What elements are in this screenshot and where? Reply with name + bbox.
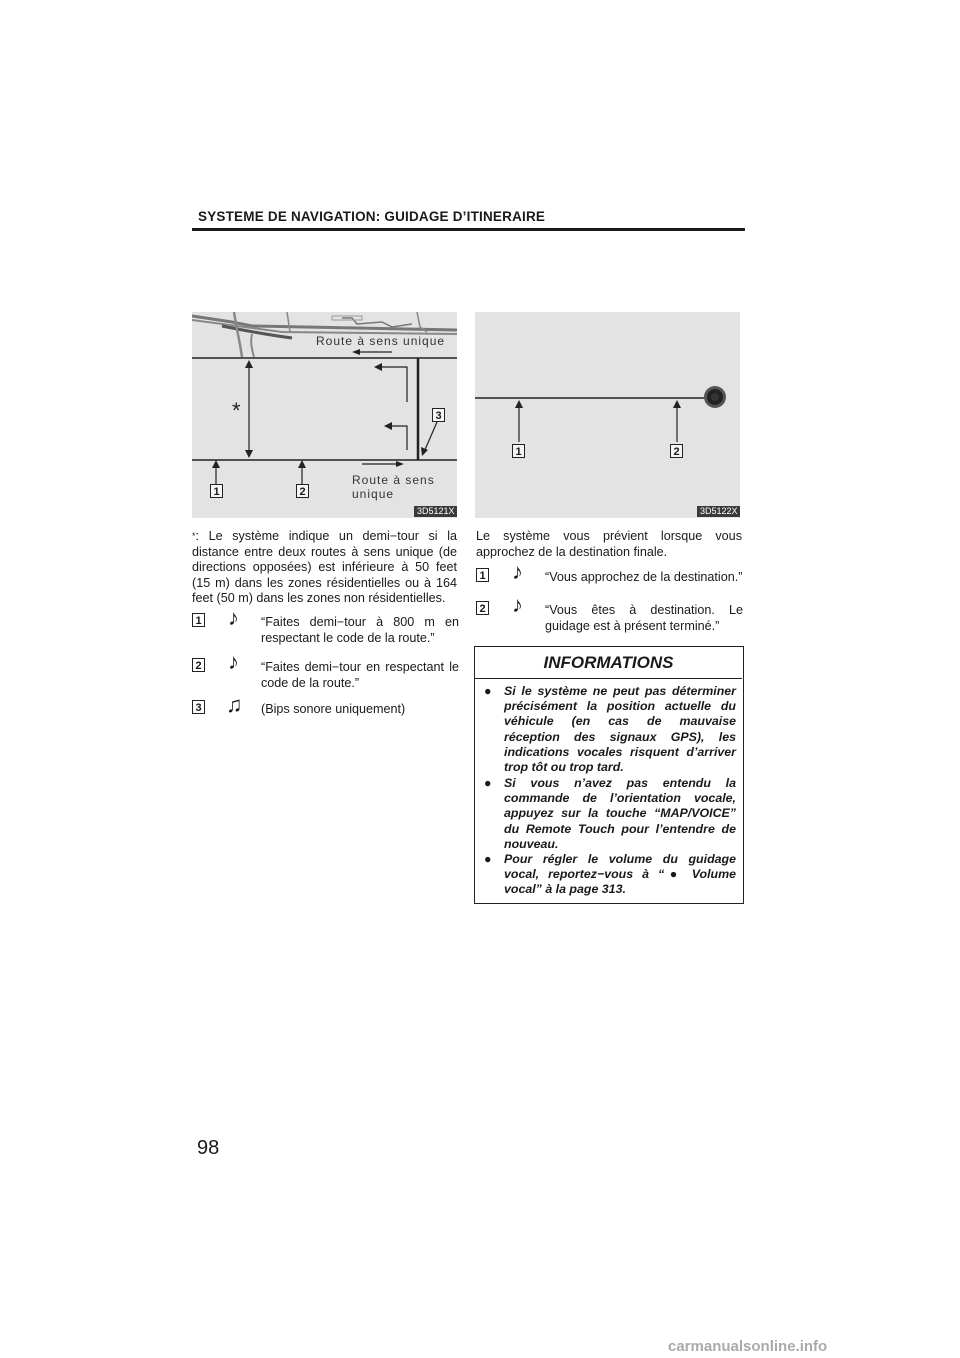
bullet-icon: ● bbox=[484, 684, 492, 698]
item-number: 1 bbox=[476, 568, 489, 582]
figure-marker-1: 1 bbox=[512, 444, 525, 458]
item-number: 2 bbox=[192, 658, 205, 672]
voice-message: “Vous approchez de la destination.” bbox=[545, 570, 743, 584]
note-text: : Le système indique un demi−tour si la distance entre deux routes à sens unique (de directions opposées) est inférieure à 50 feet (15 m) dans les zones résidentielles ou à 164 feet (50 m) dans les zones non résidentielles. bbox=[192, 529, 457, 606]
footer-watermark[interactable]: carmanualsonline.info bbox=[668, 1338, 828, 1355]
figure-marker-3: 3 bbox=[432, 408, 445, 422]
figure-marker-2: 2 bbox=[670, 444, 683, 458]
header-rule bbox=[192, 228, 745, 231]
info-bullet: Si le système ne peut pas déterminer précisément la position actuelle du véhicule (en cas de mauvaise réception des signaux GPS), les indications vocales risquent d’arriver trop tôt ou trop tard. bbox=[504, 684, 736, 775]
info-bullet: Si vous n’avez pas entendu la commande de l’orientation vocale, appuyez sur la touche “MAP/VOICE” du Remote Touch pour l’entendre de nouveau. bbox=[504, 776, 736, 851]
distance-asterisk: * bbox=[232, 398, 241, 423]
label-one-way-bottom-1: Route à sens bbox=[352, 473, 435, 487]
figure-one-way-uturn bbox=[192, 312, 457, 518]
figure-marker-1: 1 bbox=[210, 484, 223, 498]
bullet-icon: ● bbox=[484, 852, 492, 866]
single-note-icon: ♪ bbox=[228, 649, 239, 674]
beep-message: (Bips sonore uniquement) bbox=[261, 702, 406, 716]
figure-marker-2: 2 bbox=[296, 484, 309, 498]
item-number: 3 bbox=[192, 700, 205, 714]
single-note-icon: ♪ bbox=[512, 559, 523, 584]
informations-divider bbox=[475, 678, 742, 679]
figure-code: 3D5121X bbox=[414, 506, 457, 517]
item-number: 2 bbox=[476, 601, 489, 615]
section-title: SYSTEME DE NAVIGATION: GUIDAGE D’ITINERAIRE bbox=[198, 209, 546, 224]
informations-title: INFORMATIONS bbox=[543, 653, 674, 672]
page-number: 98 bbox=[197, 1137, 220, 1159]
figure-right-drawing bbox=[475, 312, 740, 518]
double-note-icon: ♫ bbox=[226, 692, 243, 717]
asterisk-note bbox=[192, 529, 457, 607]
destination-intro: Le système vous prévient lorsque vous approchez de la destination finale. bbox=[476, 529, 742, 559]
voice-message: “Vous êtes à destination. Le guidage est à présent terminé.” bbox=[545, 603, 743, 633]
item-number: 1 bbox=[192, 613, 205, 627]
figure-code: 3D5122X bbox=[697, 506, 740, 517]
single-note-icon: ♪ bbox=[512, 592, 523, 617]
bullet-icon: ● bbox=[484, 776, 492, 790]
info-bullet: Pour régler le volume du guidage vocal, reportez−vous à “● Volume vocal” à la page 313. bbox=[504, 852, 736, 897]
single-note-icon: ♪ bbox=[228, 605, 239, 630]
label-one-way-bottom-2: unique bbox=[352, 487, 395, 501]
voice-message: “Faites demi−tour à 800 m en respectant le code de la route.” bbox=[261, 615, 459, 645]
voice-message: “Faites demi−tour en respectant le code de la route.” bbox=[261, 660, 459, 690]
label-one-way-top: Route à sens unique bbox=[316, 334, 446, 348]
note-asterisk: * bbox=[192, 531, 196, 541]
figure-destination bbox=[475, 312, 740, 518]
informations-box bbox=[474, 646, 744, 904]
